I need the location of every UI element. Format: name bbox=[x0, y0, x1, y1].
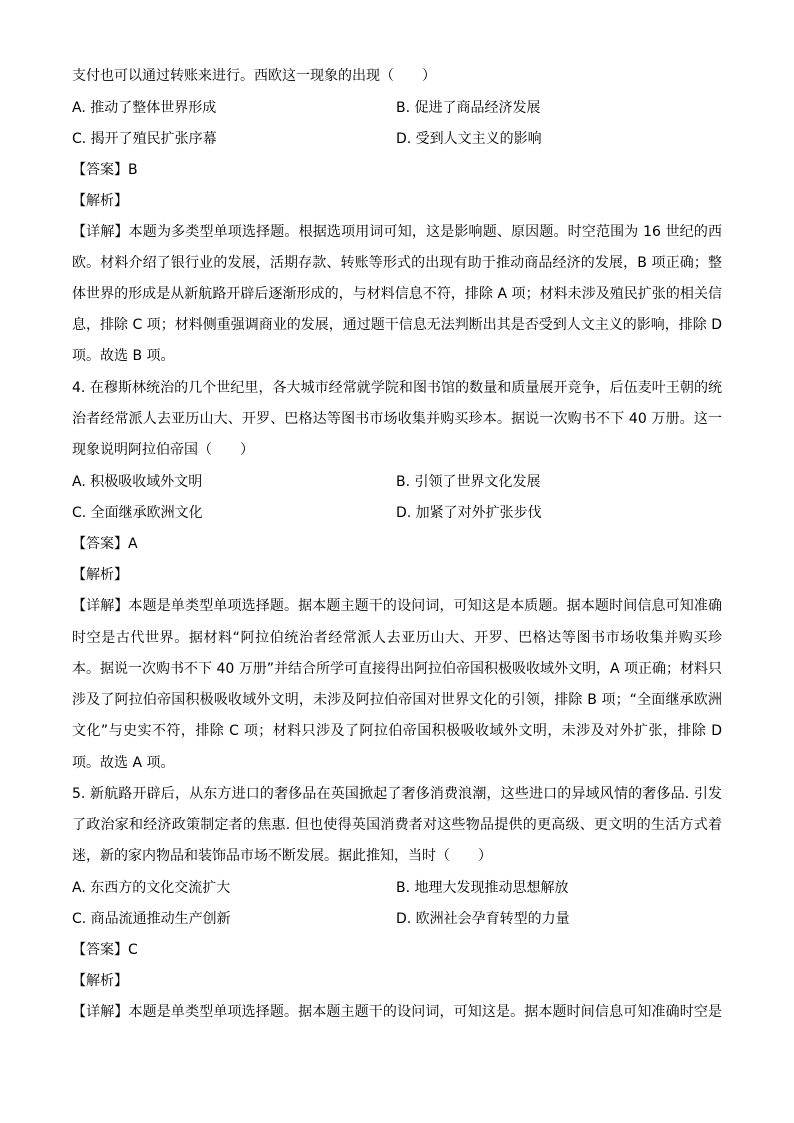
question-3-stem-tail: 支付也可以通过转账来进行。西欧这一现象的出现（ ） bbox=[72, 68, 436, 84]
q4-option-d: D. 加紧了对外扩张步伐 bbox=[396, 505, 542, 521]
q5-answer: 【答案】C bbox=[72, 942, 138, 958]
q3-option-d: D. 受到人文主义的影响 bbox=[396, 131, 542, 147]
q4-analysis-heading: 【解析】 bbox=[72, 567, 128, 583]
q5-analysis-heading: 【解析】 bbox=[72, 973, 128, 989]
q5-detail-line-1: 【详解】本题是单类型单项选择题。据本题主题干的设问词，可知这是。据本题时间信息可知准确时空是 bbox=[72, 1004, 722, 1020]
q3-detail-line-2: 欧。材料介绍了银行业的发展，活期存款、转账等形式的出现有助于推动商品经济的发展，B 项正确；整 bbox=[72, 255, 722, 271]
question-4-line-2: 治者经常派人去亚历山大、开罗、巴格达等图书市场收集并购买珍本。据说一次购书不下 40 万册。这一 bbox=[72, 411, 722, 427]
q3-option-c: C. 揭开了殖民扩张序幕 bbox=[72, 131, 217, 147]
q5-option-c: C. 商品流通推动生产创新 bbox=[72, 911, 231, 927]
q4-option-a: A. 积极吸收域外文明 bbox=[72, 474, 203, 490]
q4-detail-line-5: 文化”与史实不符，排除 C 项；材料只涉及了阿拉伯帝国积极吸收域外文明，未涉及对外扩张，排除 D bbox=[72, 723, 722, 739]
q3-detail-line-1: 【详解】本题为多类型单项选择题。根据选项用词可知，这是影响题、原因题。时空范围为 16 世纪的西 bbox=[72, 224, 722, 240]
q3-detail-line-5: 项。故选 B 项。 bbox=[72, 348, 175, 364]
q4-option-c: C. 全面继承欧洲文化 bbox=[72, 505, 203, 521]
q4-detail-line-3: 本。据说一次购书不下 40 万册”并结合所学可直接得出阿拉伯帝国积极吸收域外文明，A 项正确；材料只 bbox=[72, 661, 722, 677]
q5-option-d: D. 欧洲社会孕育转型的力量 bbox=[396, 911, 570, 927]
q4-detail-line-2: 时空是古代世界。据材料“阿拉伯统治者经常派人去亚历山大、开罗、巴格达等图书市场收集并购买珍 bbox=[72, 630, 722, 646]
question-5-line-2: 了政治家和经济政策制定者的焦惠. 但也使得英国消费者对这些物品提供的更高级、更文明的生活方式着 bbox=[72, 817, 722, 833]
q3-answer: 【答案】B bbox=[72, 162, 138, 178]
q3-option-b: B. 促进了商品经济发展 bbox=[396, 100, 541, 116]
q3-analysis-heading: 【解析】 bbox=[72, 193, 128, 209]
q4-detail-line-6: 项。故选 A 项。 bbox=[72, 755, 175, 771]
question-4-line-3: 现象说明阿拉伯帝国（ ） bbox=[72, 442, 254, 458]
q4-detail-line-1: 【详解】本题是单类型单项选择题。据本题主题干的设问词，可知这是本质题。据本题时间信息可知准确 bbox=[72, 598, 722, 614]
q4-detail-line-4: 涉及了阿拉伯帝国积极吸收域外文明，未涉及阿拉伯帝国对世界文化的引领，排除 B 项；“全面继承欧洲 bbox=[72, 692, 722, 708]
question-5-line-3: 迷，新的家内物品和装饰品市场不断发展。据此推知，当时（ ） bbox=[72, 848, 492, 864]
q4-option-b: B. 引领了世界文化发展 bbox=[396, 474, 541, 490]
q3-detail-line-3: 体世界的形成是从新航路开辟后逐渐形成的，与材料信息不符，排除 A 项；材料未涉及殖民扩张的相关信 bbox=[72, 286, 722, 302]
q3-detail-line-4: 息，排除 C 项；材料侧重强调商业的发展，通过题干信息无法判断出其是否受到人文主义的影响，排除 D bbox=[72, 317, 722, 333]
q3-option-a: A. 推动了整体世界形成 bbox=[72, 100, 217, 116]
question-5-line-1: 5. 新航路开辟后，从东方进口的奢侈品在英国掀起了奢侈消费浪潮，这些进口的异域风情的奢侈品. 引发 bbox=[72, 786, 722, 802]
q5-option-b: B. 地理大发现推动思想解放 bbox=[396, 880, 569, 896]
question-4-line-1: 4. 在穆斯林统治的几个世纪里，各大城市经常就学院和图书馆的数量和质量展开竞争，后伍麦叶王朝的统 bbox=[72, 380, 722, 396]
q4-answer: 【答案】A bbox=[72, 536, 138, 552]
q5-option-a: A. 东西方的文化交流扩大 bbox=[72, 880, 231, 896]
